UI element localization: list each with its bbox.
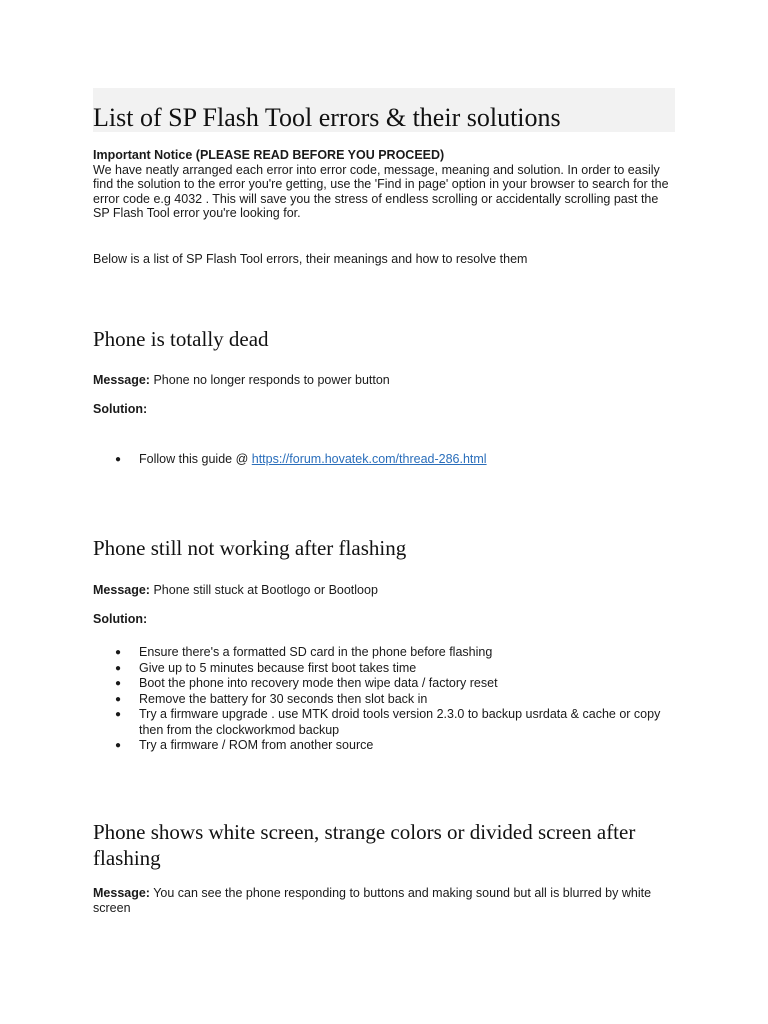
guide-link[interactable]: https://forum.hovatek.com/thread-286.html [251,452,487,466]
message-line [93,583,675,598]
solution-text: Try a firmware / ROM from another source [139,738,374,752]
bullet-icon: ● [115,693,122,705]
solution-label: Solution: [93,402,148,416]
solution-text: Follow this guide @ [139,452,252,466]
list-item [93,676,675,692]
solution-text: Remove the battery for 30 seconds then slot back in [139,691,428,706]
solution-list [93,645,675,754]
bullet-icon: ● [115,678,122,689]
message-text: Phone still stuck at Bootlogo or Bootloop [153,583,378,597]
list-item [93,738,675,754]
list-item [93,707,675,738]
solution-label: Solution: [93,612,148,626]
solution-text: Give up to 5 minutes because first boot takes time [139,660,417,675]
notice-heading: Important Notice (PLEASE READ BEFORE YOU PROCEED) [93,148,445,162]
list-item [93,645,675,661]
document-header [93,88,675,267]
intro-text: Below is a list of SP Flash Tool errors, their meanings and how to resolve them [93,251,528,266]
message-line [93,886,675,916]
bullet-icon: ● [115,740,122,751]
section-not-working [93,535,675,754]
message-label: Message: [93,583,150,597]
message-line [93,373,675,388]
bullet-icon: ● [115,662,122,674]
message-label: Message: [93,886,150,900]
section-heading: Phone is totally dead [93,327,269,351]
message-text: You can see the phone responding to buttons and making sound but all is blurred by white screen [93,886,652,915]
important-notice [93,148,675,221]
section-heading: Phone shows white screen, strange colors or divided screen after flashing [93,820,636,870]
section-white-screen [93,819,675,916]
section-phone-dead [93,326,675,468]
notice-body: We have neatly arranged each error into error code, message, meaning and solution. In order to easily find the solution to the error you're getting, use the 'Find in page' option in your browser to search for the error code e.g 4032 . This will save you the stress of endless scrolling or accidentally scrolling past the SP Flash Tool error you're looking for. [93,162,669,220]
list-item [93,452,675,468]
solution-list [93,452,675,468]
solution-text: Ensure there's a formatted SD card in the phone before flashing [139,645,493,659]
solution-text: Boot the phone into recovery mode then wipe data / factory reset [139,676,498,690]
bullet-icon: ● [115,454,122,465]
bullet-icon: ● [115,647,122,658]
bullet-icon: ● [115,709,122,720]
solution-text: Try a firmware upgrade . use MTK droid tools version 2.3.0 to backup usrdata & cache or copy then from the clockworkmod backup [139,707,661,737]
message-text: Phone no longer responds to power button [153,373,390,387]
list-item [93,692,675,708]
section-heading: Phone still not working after flashing [93,536,407,560]
message-label: Message: [93,373,150,387]
list-item [93,661,675,677]
page-title: List of SP Flash Tool errors & their solutions [93,103,561,132]
title-band [93,88,675,132]
